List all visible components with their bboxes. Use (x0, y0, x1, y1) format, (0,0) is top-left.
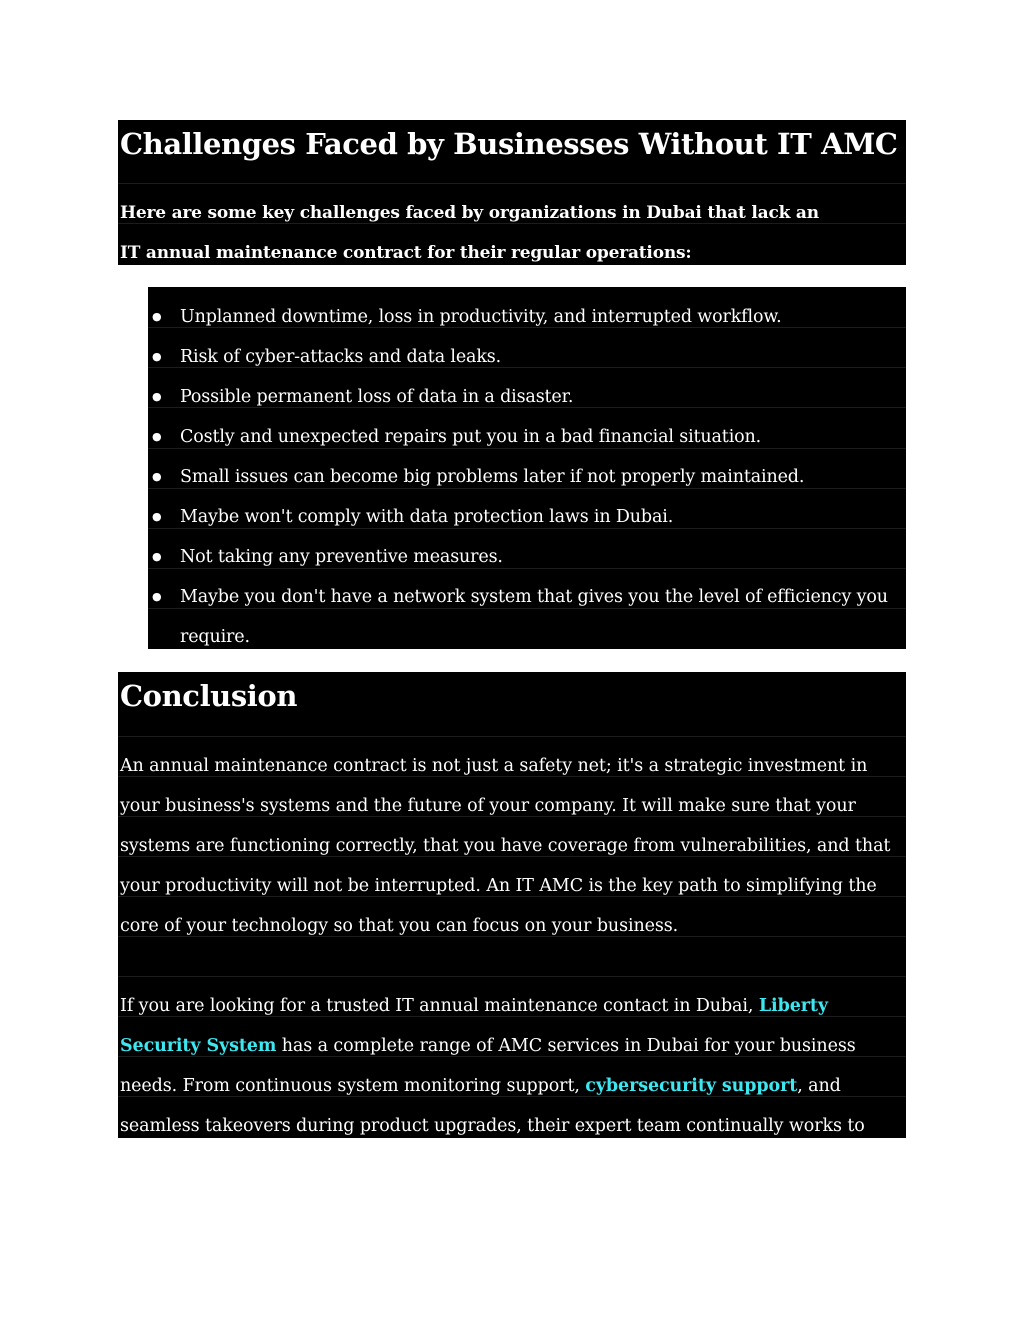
liberty-link[interactable]: Liberty (758, 996, 828, 1016)
list-item-text: Possible permanent loss of data in a disaster. (180, 387, 574, 407)
blank-line (118, 937, 906, 977)
conclusion-section (118, 672, 906, 1138)
list-item (148, 368, 906, 408)
paragraph-line: your productivity will not be interrupted. An IT AMC is the key path to simplifying the (118, 857, 906, 897)
challenges-intro-line-2: IT annual maintenance contract for their regular operations: (120, 243, 692, 263)
bullet-icon: ● (152, 550, 162, 563)
paragraph-line (118, 1057, 906, 1097)
paragraph-line (118, 977, 906, 1017)
paragraph-text: needs. From continuous system monitoring support, (120, 1076, 586, 1096)
list-item-text: Costly and unexpected repairs put you in a bad financial situation. (180, 427, 762, 447)
list-item-text: Unplanned downtime, loss in productivity, and interrupted workflow. (180, 307, 782, 327)
bullet-icon: ● (152, 390, 162, 403)
bullet-icon: ● (152, 510, 162, 523)
bullet-icon: ● (152, 350, 162, 363)
list-item-text: Not taking any preventive measures. (180, 547, 503, 567)
list-item-continuation (148, 609, 906, 649)
paragraph-text: has a complete range of AMC services in Dubai for your business (276, 1036, 856, 1056)
bullet-icon: ● (152, 430, 162, 443)
paragraph-line (118, 1097, 906, 1138)
list-item-text: Small issues can become big problems later if not properly maintained. (180, 467, 805, 487)
paragraph-line: An annual maintenance contract is not just a safety net; it's a strategic investment in (118, 737, 906, 777)
paragraph-text: seamless takeovers during product upgrades, their expert team continually works to (120, 1116, 865, 1136)
list-item (148, 287, 906, 328)
paragraph-line (118, 1017, 906, 1057)
list-item (148, 569, 906, 609)
bullet-icon: ● (152, 470, 162, 483)
list-item-text: Maybe you don't have a network system that gives you the level of efficiency you (180, 587, 888, 607)
bullet-icon: ● (152, 310, 162, 323)
list-item (148, 449, 906, 489)
list-item (148, 529, 906, 569)
bullet-icon: ● (152, 590, 162, 603)
list-item (148, 408, 906, 449)
list-item (148, 328, 906, 368)
list-item-text: Maybe won't comply with data protection laws in Dubai. (180, 507, 674, 527)
conclusion-heading: Conclusion (118, 672, 906, 737)
paragraph-text: , and (797, 1076, 841, 1096)
paragraph-line: systems are functioning correctly, that you have coverage from vulnerabilities, and that (118, 817, 906, 857)
paragraph-line: your business's systems and the future of your company. It will make sure that your (118, 777, 906, 817)
list-item-text: require. (180, 627, 250, 647)
paragraph-text: If you are looking for a trusted IT annual maintenance contact in Dubai, (120, 996, 759, 1016)
challenges-heading: Challenges Faced by Businesses Without IT AMC (118, 120, 906, 184)
list-item-text: Risk of cyber-attacks and data leaks. (180, 347, 502, 367)
challenges-section (118, 120, 906, 265)
paragraph-line: core of your technology so that you can focus on your business. (118, 897, 906, 937)
challenges-intro-line-1: Here are some key challenges faced by organizations in Dubai that lack an (118, 184, 906, 224)
challenges-list (148, 287, 906, 649)
security-system-link[interactable]: Security System (120, 1036, 277, 1056)
cybersecurity-support-link[interactable]: cybersecurity support (585, 1076, 798, 1096)
list-item (148, 489, 906, 529)
